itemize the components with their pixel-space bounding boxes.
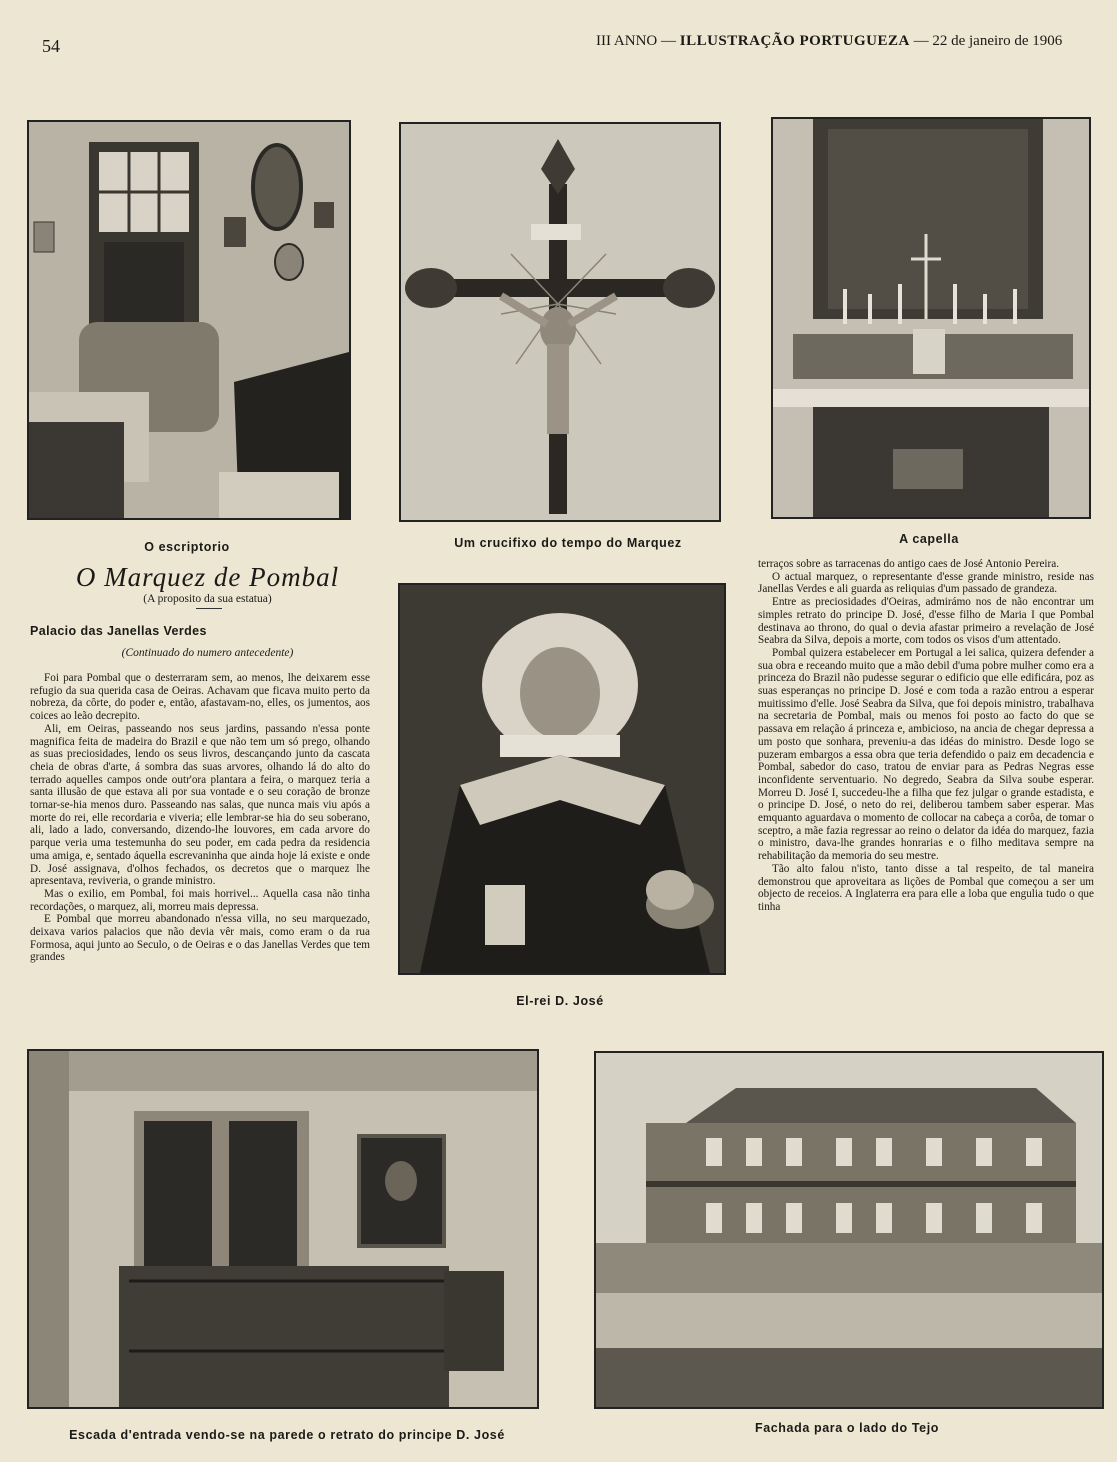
article-subtitle: (A proposito da sua estatua) — [143, 593, 272, 605]
paragraph: Tão alto falou n'isto, tanto disse a tal respeito, de tal maneira demonstrou que aproveitara as lições de Pombal que começou a ser um objecto de receios. A Inglaterra era para elle a loba que engulia tudo o que tinha — [758, 862, 1094, 913]
article-column-right — [758, 558, 1094, 1018]
photo-el-rei — [398, 583, 726, 975]
photo-escriptorio — [27, 120, 351, 520]
photo-fachada — [594, 1051, 1104, 1409]
article-column-left — [30, 672, 370, 1017]
photo-escada — [27, 1049, 539, 1409]
caption-capella: A capella — [899, 532, 959, 546]
running-header: III ANNO — ILLUSTRAÇÃO PORTUGUEZA — 22 de janeiro de 1906 — [596, 33, 1063, 49]
caption-crucifixo: Um crucifixo do tempo do Marquez — [454, 536, 682, 550]
publication-title: ILLUSTRAÇÃO PORTUGUEZA — [679, 33, 910, 49]
caption-el-rei: El-rei D. José — [516, 994, 604, 1008]
photo-crucifixo — [399, 122, 721, 522]
paragraph: Mas o exilio, em Pombal, foi mais horrivel... Aquella casa não tinha recordações, o marquez, ali, morreu mais depressa. — [30, 887, 370, 913]
paragraph: Entre as preciosidades d'Oeiras, admirámo nos de não encontrar um simples retrato do principe D. José, d'esse filho de Maria I que Pombal destinava ao throno, do qual o devia afastar primeiro a revelação de José Seabra da Silva, depois a morte, com todos os visos d'um attentado. — [758, 596, 1094, 647]
caption-fachada: Fachada para o lado do Tejo — [754, 1421, 940, 1435]
paragraph: O actual marquez, o representante d'esse grande ministro, reside nas Janellas Verdes e ali guarda as reliquias d'um passado de grandeza. — [758, 570, 1094, 596]
paragraph: Foi para Pombal que o desterraram sem, ao menos, lhe deixarem esse refugio da sua querida casa de Oeiras. Achavam que ficava muito perto da nobreza, da côrte, do poder e, então, afastavam-no, elles, os jumentos, aos coices ao leão decrepito. — [30, 672, 370, 723]
paragraph: terraços sobre as tarracenas do antigo caes de José Antonio Pereira. — [758, 558, 1060, 570]
issue-date: 22 de janeiro de 1906 — [932, 33, 1063, 49]
title-rule — [196, 608, 222, 609]
caption-escada: Escada d'entrada vendo-se na parede o retrato do principe D. José — [69, 1428, 505, 1442]
paragraph: E Pombal que morreu abandonado n'essa villa, no seu marquezado, deixava varios palacios que não devia vêr mais, como eram o da rua Formosa, aqui junto ao Seculo, o de Oeiras e o das Janellas Verdes que tem grandes — [30, 913, 370, 964]
paragraph: Pombal quizera estabelecer em Portugal a lei salica, quizera defender a sua obra e receando muito que a mão debil d'uma pobre mulher como era a princeza do Brazil não pudesse segurar o edificio que elle edificára, poz as suas esperanças no principe D. José e com toda a razão entrou a esperar muitissimo d'elle. José Seabra da Silva, que foi depois ministro, trabalhava na secretaria de Pombal, mais ou menos foi posto ao facto do que se passava em relação á princeza e, ambicioso, na ancia de chegar depressa a um posto que sonhara, preveniu-a das idéas do ministro. Desde logo se puzeram embargos a essa obra que teria defendido o paiz em decadencia e Pombal, sabedor do caso, tratou de enviar para as Pedras Negras esse inconfidente serventuario. No degredo, Seabra da Silva soube esperar. Morreu D. José I, succedeu-lhe a filha que fez julgar o grande estadista, e o principe D. José, o neto do rei, deliberou tambem saber esperar. Mas emquanto aguardava o momento de collocar na cabeça a corôa, de tomar o sceptro, a mãe fazia regressar ao reino o delator da idéa do marquez, fazia o ministro, dava-lhe grandes honrarias e o filho meditava sempre na rehabilitação da memoria do seu mestre. — [758, 646, 1094, 863]
paragraph: Ali, em Oeiras, passeando nos seus jardins, passando n'essa ponte magnifica feita de madeira do Brazil e que não tem um só prego, olhando as suas preciosidades, lendo os seus livros, descançando junto da cascata cheia de obras d'arte, á sombra das suas arvores, olhando lá do alto do terrado aquelles campos onde outr'ora plantara a feira, o marquez teria a santa illusão de que estava ali por sua vontade e o seu coração de bronze tornar-se-hia menos duro. Passeando nas salas, que nunca mais viu após a morte do rei, elle recordaria e viveria; elle lembrar-se hia do seu soberano, ali, lado a lado, conversando, dizendo-lhe louvores, em cada arvore do parque veria uma testemunha do seu poder, em cada pedra da residencia uma amiga, e, sentado áquella escrevaninha que ainda hoje lá existe e onde D. José assignava, d'olhos fechados, os decretos que o marquez lhe apresentava, reviveria, o grande ministro. — [30, 722, 370, 888]
page-number: 54 — [42, 36, 60, 56]
year-label: III ANNO — [596, 33, 658, 49]
photo-capella — [771, 117, 1091, 519]
article-title: O Marquez de Pombal — [75, 562, 340, 592]
continued-note: (Continuado do numero antecedente) — [121, 647, 294, 659]
section-heading: Palacio das Janellas Verdes — [30, 624, 207, 638]
caption-escriptorio: O escriptorio — [144, 540, 230, 554]
